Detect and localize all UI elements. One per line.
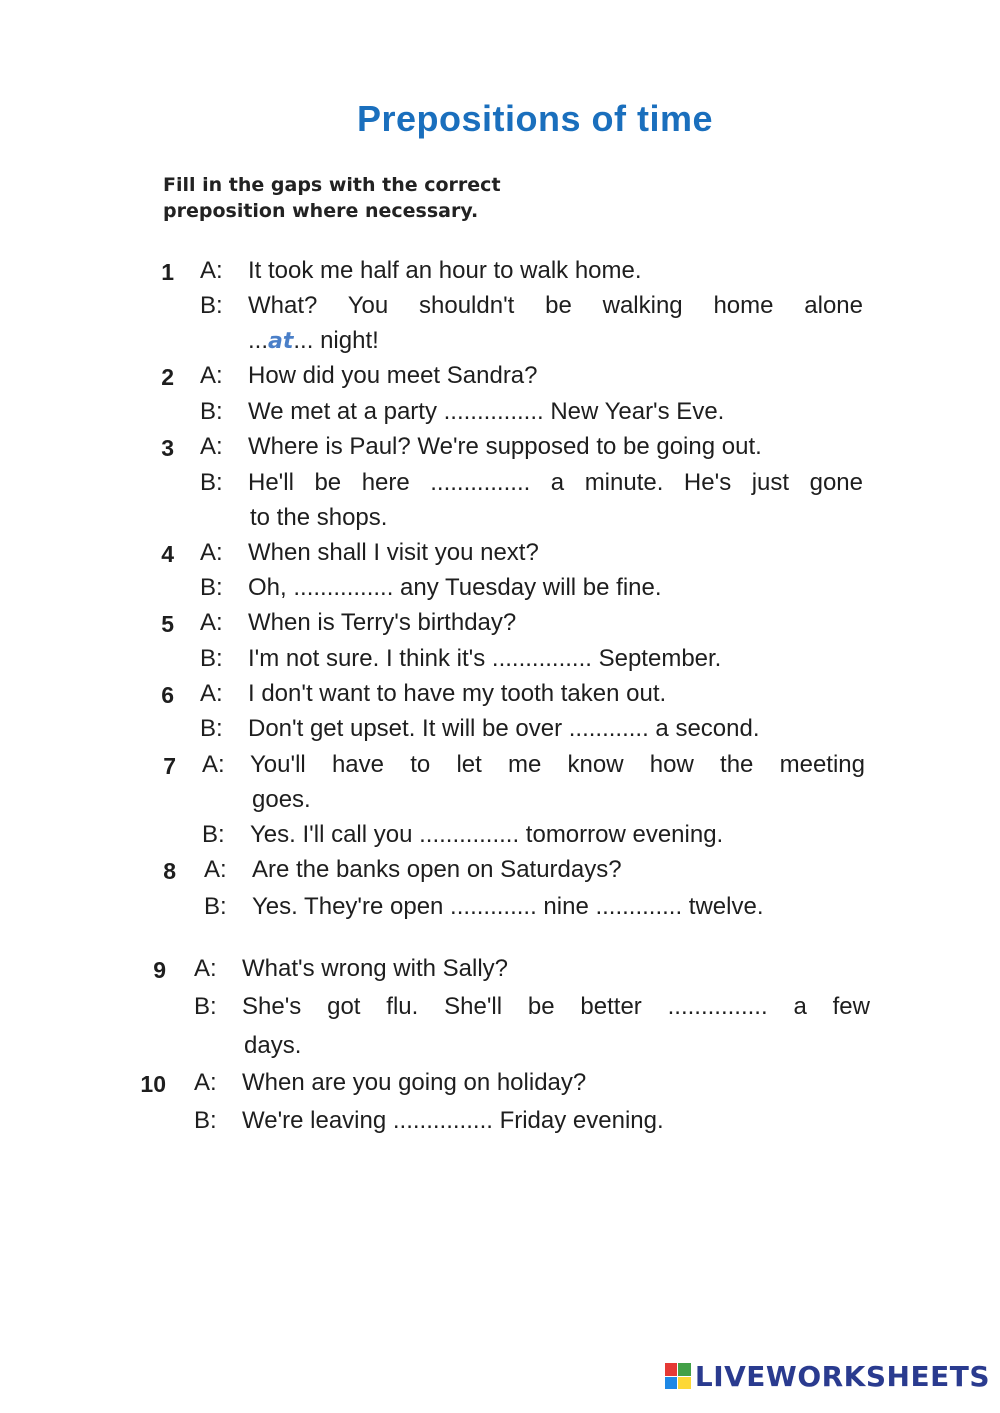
question-number: 3 <box>161 435 174 461</box>
speaker-a: A: <box>204 856 227 883</box>
line-text: When shall I visit you next? <box>248 539 539 566</box>
speaker-a: A: <box>194 955 217 982</box>
question-number: 6 <box>161 682 174 708</box>
line-text[interactable]: We met at a party ............... New Year's Eve. <box>248 398 725 425</box>
line-text[interactable]: Yes. They're open ............. nine ............. twelve. <box>252 893 764 920</box>
speaker-a: A: <box>200 257 223 284</box>
question-number: 2 <box>161 364 174 390</box>
speaker-b: B: <box>202 821 225 848</box>
line-text: Are the banks open on Saturdays? <box>252 856 622 883</box>
line-text: ... night! <box>293 327 379 354</box>
question-number: 9 <box>153 957 166 983</box>
line-b-cont: days. <box>244 1032 302 1059</box>
brand-name: LIVEWORKSHEETS <box>694 1359 990 1393</box>
answer-input[interactable]: at <box>268 329 294 354</box>
speaker-a: A: <box>200 609 223 636</box>
question-number: 5 <box>161 611 174 637</box>
speaker-a: A: <box>202 751 225 778</box>
speaker-a: A: <box>200 680 223 707</box>
line-text: When are you going on holiday? <box>242 1069 587 1096</box>
speaker-b: B: <box>200 292 223 319</box>
speaker-b: B: <box>204 893 227 920</box>
line-text: Where is Paul? We're supposed to be going out. <box>248 433 762 460</box>
question-number: 7 <box>163 753 176 779</box>
line-text[interactable]: She's got flu. She'll be better ............... a few <box>242 993 870 1020</box>
speaker-b: B: <box>194 993 217 1020</box>
question-number: 10 <box>140 1071 166 1097</box>
line-text: How did you meet Sandra? <box>248 362 538 389</box>
speaker-a: A: <box>200 539 223 566</box>
question-number: 8 <box>163 858 176 884</box>
speaker-b: B: <box>200 715 223 742</box>
instructions: Fill in the gaps with the correct preposition where necessary. <box>163 174 501 222</box>
line-text: When is Terry's birthday? <box>248 609 517 636</box>
line-text[interactable]: I'm not sure. I think it's ............... September. <box>248 645 722 672</box>
speaker-a: A: <box>194 1069 217 1096</box>
liveworksheets-logo-icon <box>665 1363 691 1389</box>
line-text[interactable]: He'll be here ............... a minute. He's just gone <box>248 469 863 496</box>
speaker-a: A: <box>200 362 223 389</box>
line-text: It took me half an hour to walk home. <box>248 257 642 284</box>
line-text: What? You shouldn't be walking home alone <box>248 292 863 319</box>
line-text: You'll have to let me know how the meeting <box>250 751 865 778</box>
dots: ... <box>248 327 269 354</box>
line-text[interactable]: Yes. I'll call you ............... tomorrow evening. <box>250 821 724 848</box>
line-text[interactable]: Don't get upset. It will be over ............ a second. <box>248 715 760 742</box>
question-number: 1 <box>161 259 174 285</box>
line-text: I don't want to have my tooth taken out. <box>248 680 667 707</box>
line-text[interactable]: Oh, ............... any Tuesday will be fine. <box>248 574 662 601</box>
liveworksheets-logo <box>665 1359 990 1393</box>
speaker-b: B: <box>194 1107 217 1134</box>
line-b-cont <box>248 323 379 359</box>
line-text: What's wrong with Sally? <box>242 955 509 982</box>
speaker-a: A: <box>200 433 223 460</box>
page-title: Prepositions of time <box>356 98 714 139</box>
speaker-b: B: <box>200 398 223 425</box>
question-number: 4 <box>161 541 174 567</box>
line-text[interactable]: We're leaving ............... Friday evening. <box>242 1107 664 1134</box>
speaker-b: B: <box>200 469 223 496</box>
line-b-cont: to the shops. <box>250 504 388 531</box>
speaker-b: B: <box>200 645 223 672</box>
line-a-cont: goes. <box>252 786 311 813</box>
speaker-b: B: <box>200 574 223 601</box>
